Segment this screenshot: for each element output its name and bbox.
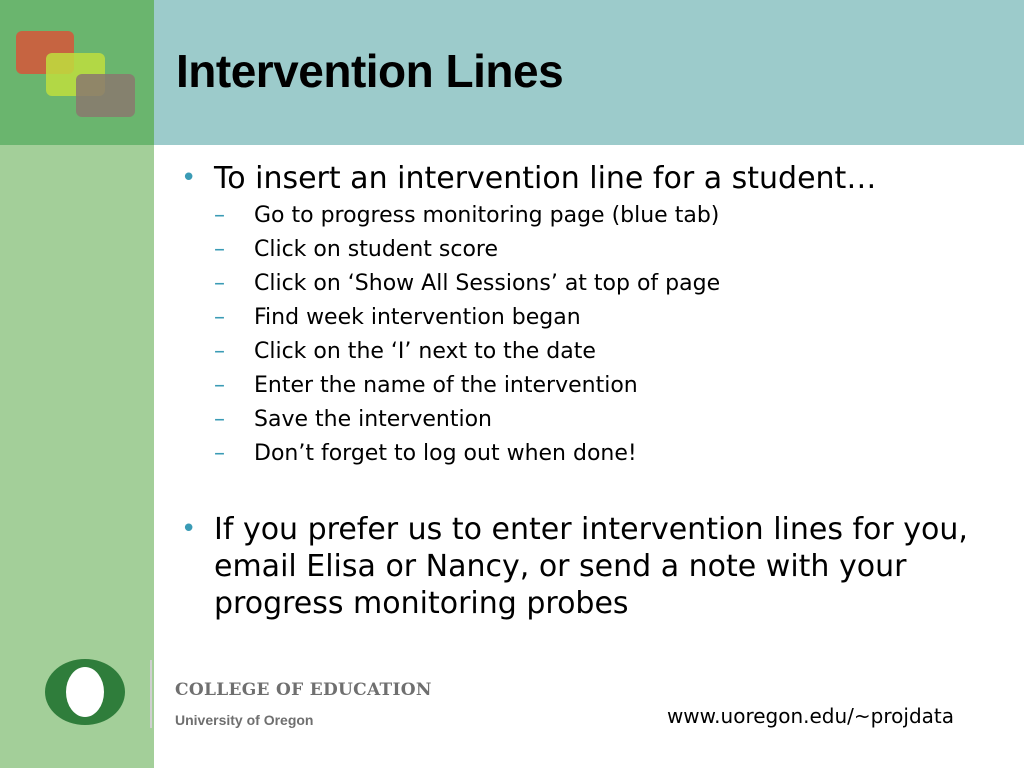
slide-content xyxy=(176,160,986,622)
slide-title: Intervention Lines xyxy=(176,45,564,97)
dash-icon: – xyxy=(214,407,225,432)
dash-icon: – xyxy=(214,203,225,228)
dash-icon: – xyxy=(214,441,225,466)
bullet-item xyxy=(176,511,986,622)
sub-item-text: Enter the name of the intervention xyxy=(254,373,638,398)
footer-divider xyxy=(150,660,152,728)
bullet-dot-icon: • xyxy=(181,514,197,544)
footer-url: www.uoregon.edu/~projdata xyxy=(666,704,954,728)
sub-item-text: Click on the ‘I’ next to the date xyxy=(254,339,596,364)
sub-item-text: Find week intervention began xyxy=(254,305,581,330)
sub-item-text: Click on student score xyxy=(254,237,499,262)
oregon-o-logo-icon xyxy=(40,655,130,730)
sub-item-text: Click on ‘Show All Sessions’ at top of page xyxy=(254,271,721,296)
gray-square-icon xyxy=(76,74,135,117)
sub-item-text: Don’t forget to log out when done! xyxy=(254,441,637,466)
sub-item-text: Go to progress monitoring page (blue tab) xyxy=(254,203,720,228)
sub-item xyxy=(214,199,986,233)
sub-item xyxy=(214,233,986,267)
bullet-item xyxy=(176,160,986,197)
sub-item xyxy=(214,437,986,471)
sub-list xyxy=(176,199,986,471)
bullet-text: To insert an intervention line for a student… xyxy=(214,161,877,196)
dash-icon: – xyxy=(214,339,225,364)
sub-item xyxy=(214,301,986,335)
dash-icon: – xyxy=(214,271,225,296)
sub-item xyxy=(214,403,986,437)
dash-icon: – xyxy=(214,373,225,398)
college-name: COLLEGE OF EDUCATION xyxy=(175,680,432,700)
bullet-text: If you prefer us to enter intervention lines for you, email Elisa or Nancy, or send a note with your progress monitoring probes xyxy=(214,512,968,621)
sub-item xyxy=(214,335,986,369)
sub-item xyxy=(214,267,986,301)
bullet-dot-icon: • xyxy=(181,163,197,193)
university-name: University of Oregon xyxy=(175,712,314,728)
overlapping-squares-icon xyxy=(0,0,154,145)
dash-icon: – xyxy=(214,305,225,330)
dash-icon: – xyxy=(214,237,225,262)
sub-item xyxy=(214,369,986,403)
sub-item-text: Save the intervention xyxy=(254,407,492,432)
